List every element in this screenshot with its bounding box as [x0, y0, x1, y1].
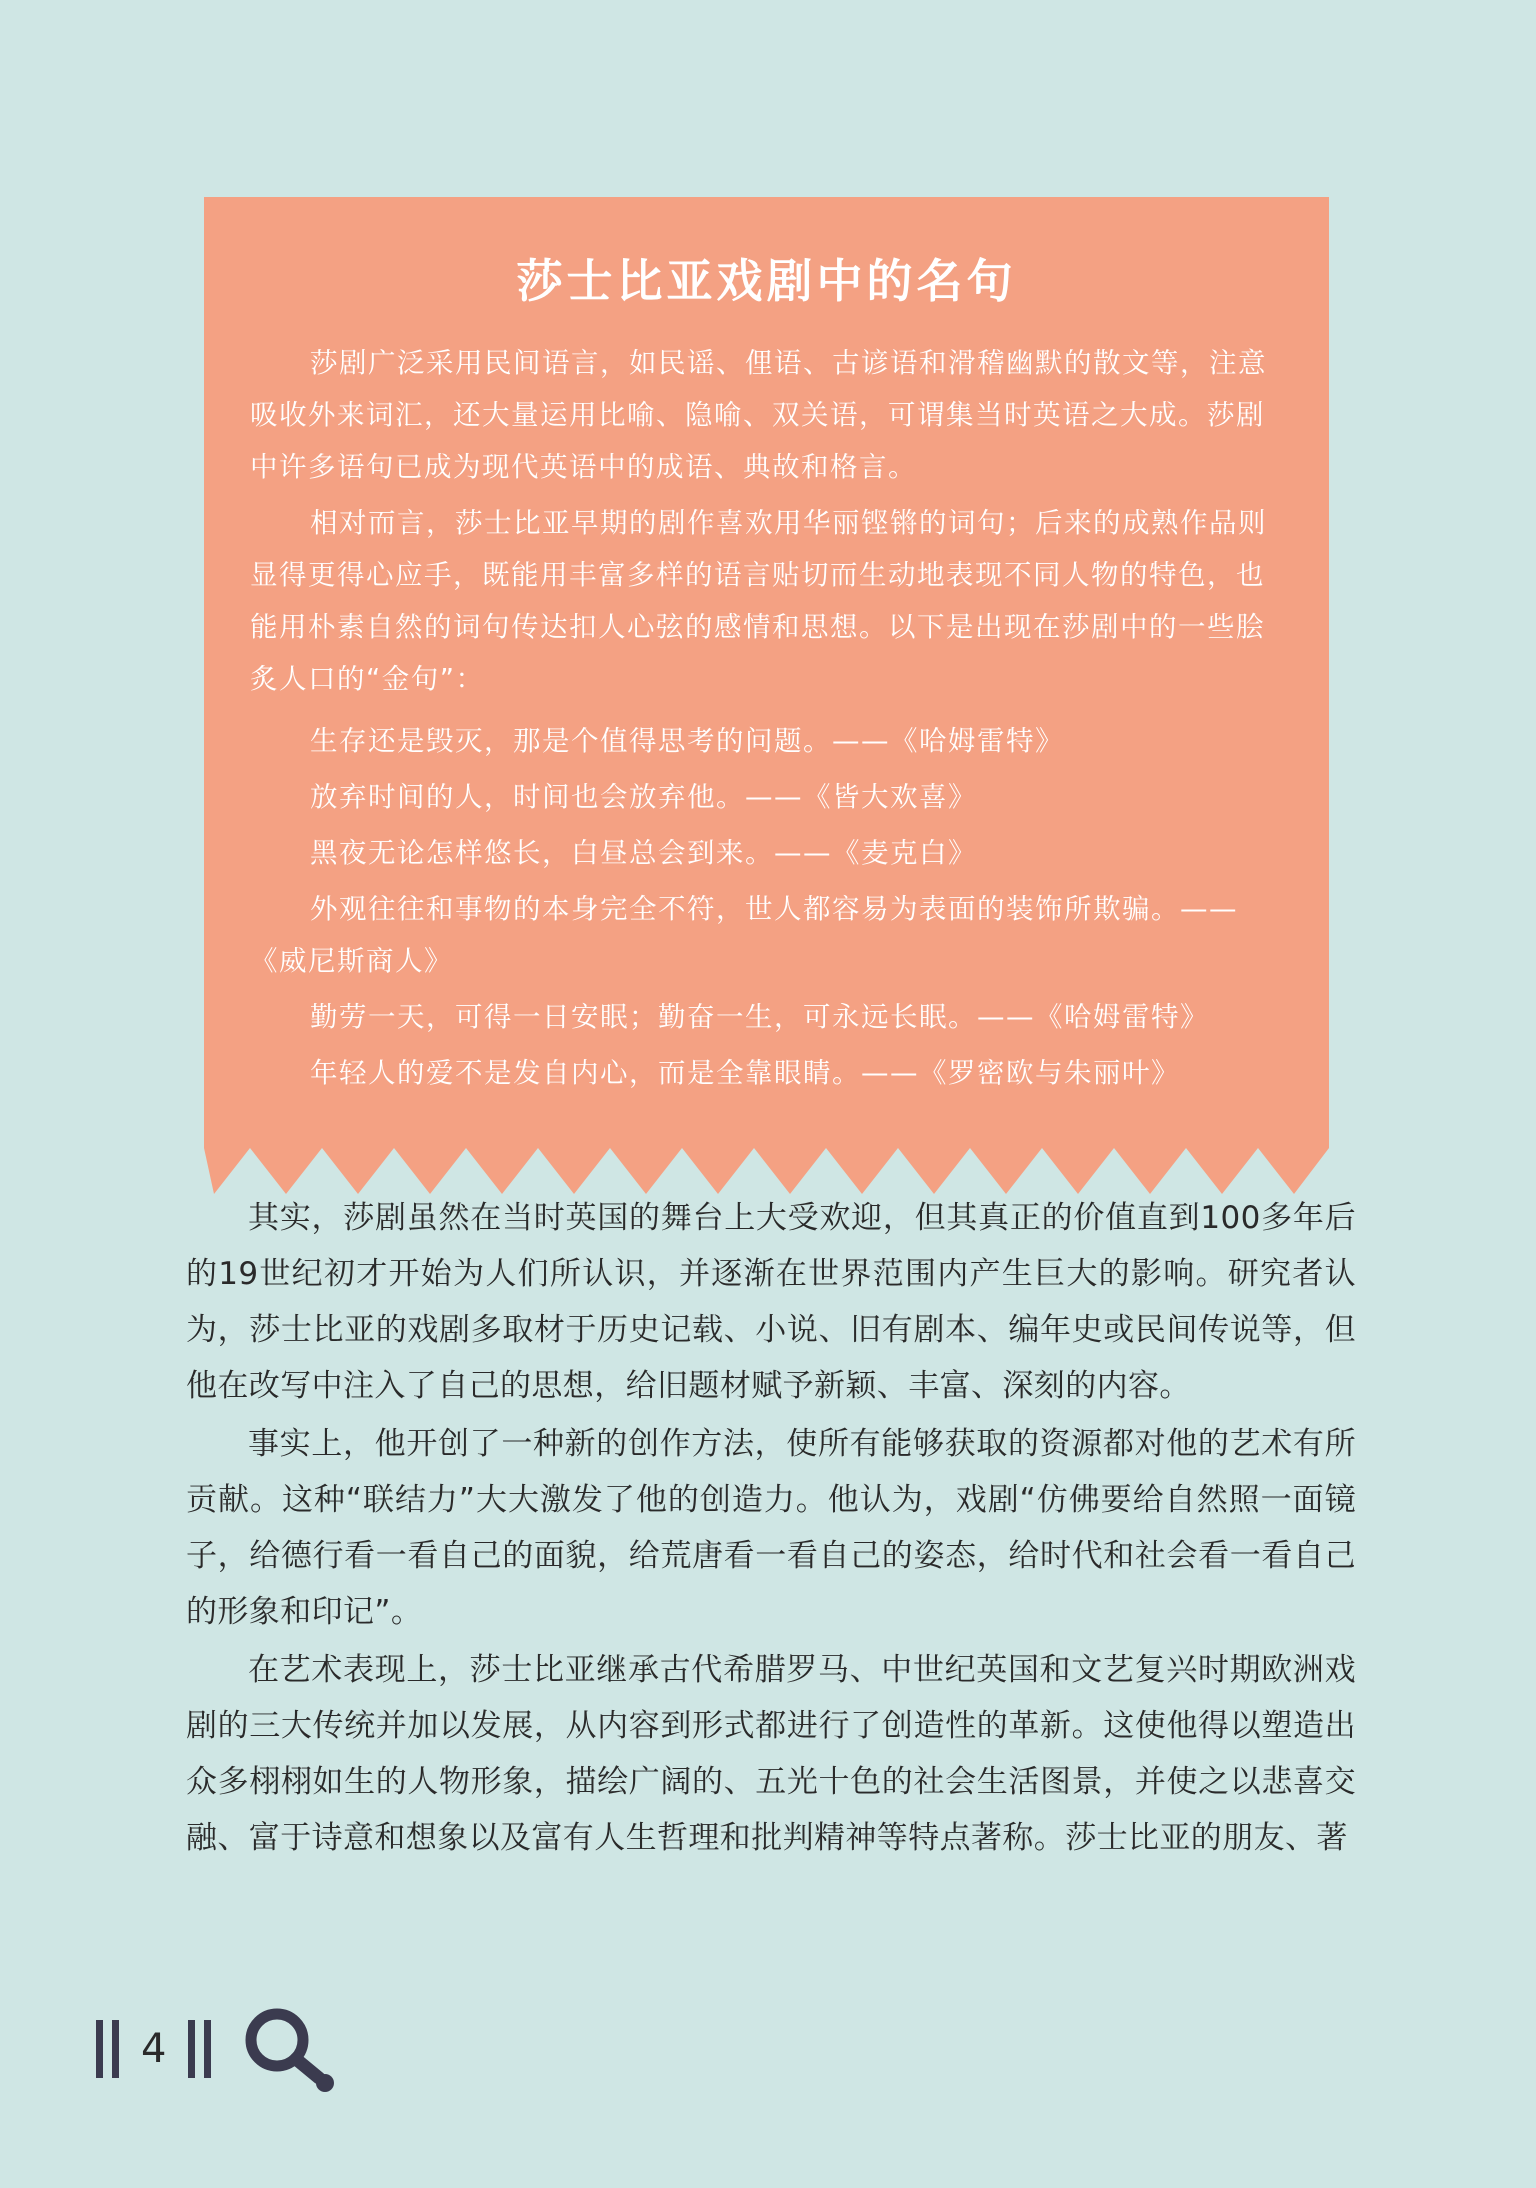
body-paragraph-2: 事实上，他开创了一种新的创作方法，使所有能够获取的资源都对他的艺术有所贡献。这种“联结力”大大激发了他的创造力。他认为，戏剧“仿佛要给自然照一面镜子，给德行看一看自己的面貌，给荒唐看一看自己的姿态，给时代和社会看一看自己的形象和印记”。 [186, 1426, 1356, 1630]
callout-paragraph-1: 莎剧广泛采用民间语言，如民谣、俚语、古谚语和滑稽幽默的散文等，注意吸收外来词汇，还大量运用比喻、隐喻、双关语，可谓集当时英语之大成。莎剧中许多语句已成为现代英语中的成语、典故和格言。 [250, 347, 1267, 483]
page-number: 4 [141, 2026, 167, 2072]
callout-zigzag-edge [204, 1142, 1329, 1194]
quote-item: 生存还是毁灭，那是个值得思考的问题。——《哈姆雷特》 [310, 725, 1064, 757]
body-paragraph-1: 其实，莎剧虽然在当时英国的舞台上大受欢迎，但其真正的价值直到100多年后的19世纪初才开始为人们所认识，并逐渐在世界范围内产生巨大的影响。研究者认为，莎士比亚的戏剧多取材于历史记载、小说、旧有剧本、编年史或民间传说等，但他在改写中注入了自己的思想，给旧题材赋予新颖、丰富、深刻的内容。 [186, 1200, 1356, 1404]
quote-item: 年轻人的爱不是发自内心，而是全靠眼睛。——《罗密欧与朱丽叶》 [310, 1057, 1180, 1089]
quote-item: 放弃时间的人，时间也会放弃他。——《皆大欢喜》 [310, 781, 977, 813]
quote-item: 勤劳一天，可得一日安眠；勤奋一生，可永远长眠。——《哈姆雷特》 [310, 1001, 1209, 1033]
magnifier-icon [235, 2006, 345, 2092]
divider-bars-right-icon [188, 2020, 211, 2078]
callout-paragraph-2: 相对而言，莎士比亚早期的剧作喜欢用华丽铿锵的词句；后来的成熟作品则显得更得心应手，既能用丰富多样的语言贴切而生动地表现不同人物的特色，也能用朴素自然的词句传达扣人心弦的感情和思想。以下是出现在莎剧中的一些脍炙人口的“金句”： [250, 507, 1267, 695]
page-footer [96, 2006, 345, 2092]
quote-item: 黑夜无论怎样悠长，白昼总会到来。——《麦克白》 [310, 837, 977, 869]
quote-list [250, 715, 1283, 1099]
quote-item: 外观往往和事物的本身完全不符，世人都容易为表面的装饰所欺骗。——《威尼斯商人》 [250, 893, 1238, 977]
body-text [186, 1190, 1356, 1868]
callout-title: 莎士比亚戏剧中的名句 [516, 254, 1017, 308]
highlight-callout [204, 197, 1329, 1143]
body-paragraph-3: 在艺术表现上，莎士比亚继承古代希腊罗马、中世纪英国和文艺复兴时期欧洲戏剧的三大传统并加以发展，从内容到形式都进行了创造性的革新。这使他得以塑造出众多栩栩如生的人物形象，描绘广阔的、五光十色的社会生活图景，并使之以悲喜交融、富于诗意和想象以及富有人生哲理和批判精神等特点著称。莎士比亚的朋友、著 [186, 1652, 1356, 1856]
divider-bars-left-icon [96, 2020, 119, 2078]
